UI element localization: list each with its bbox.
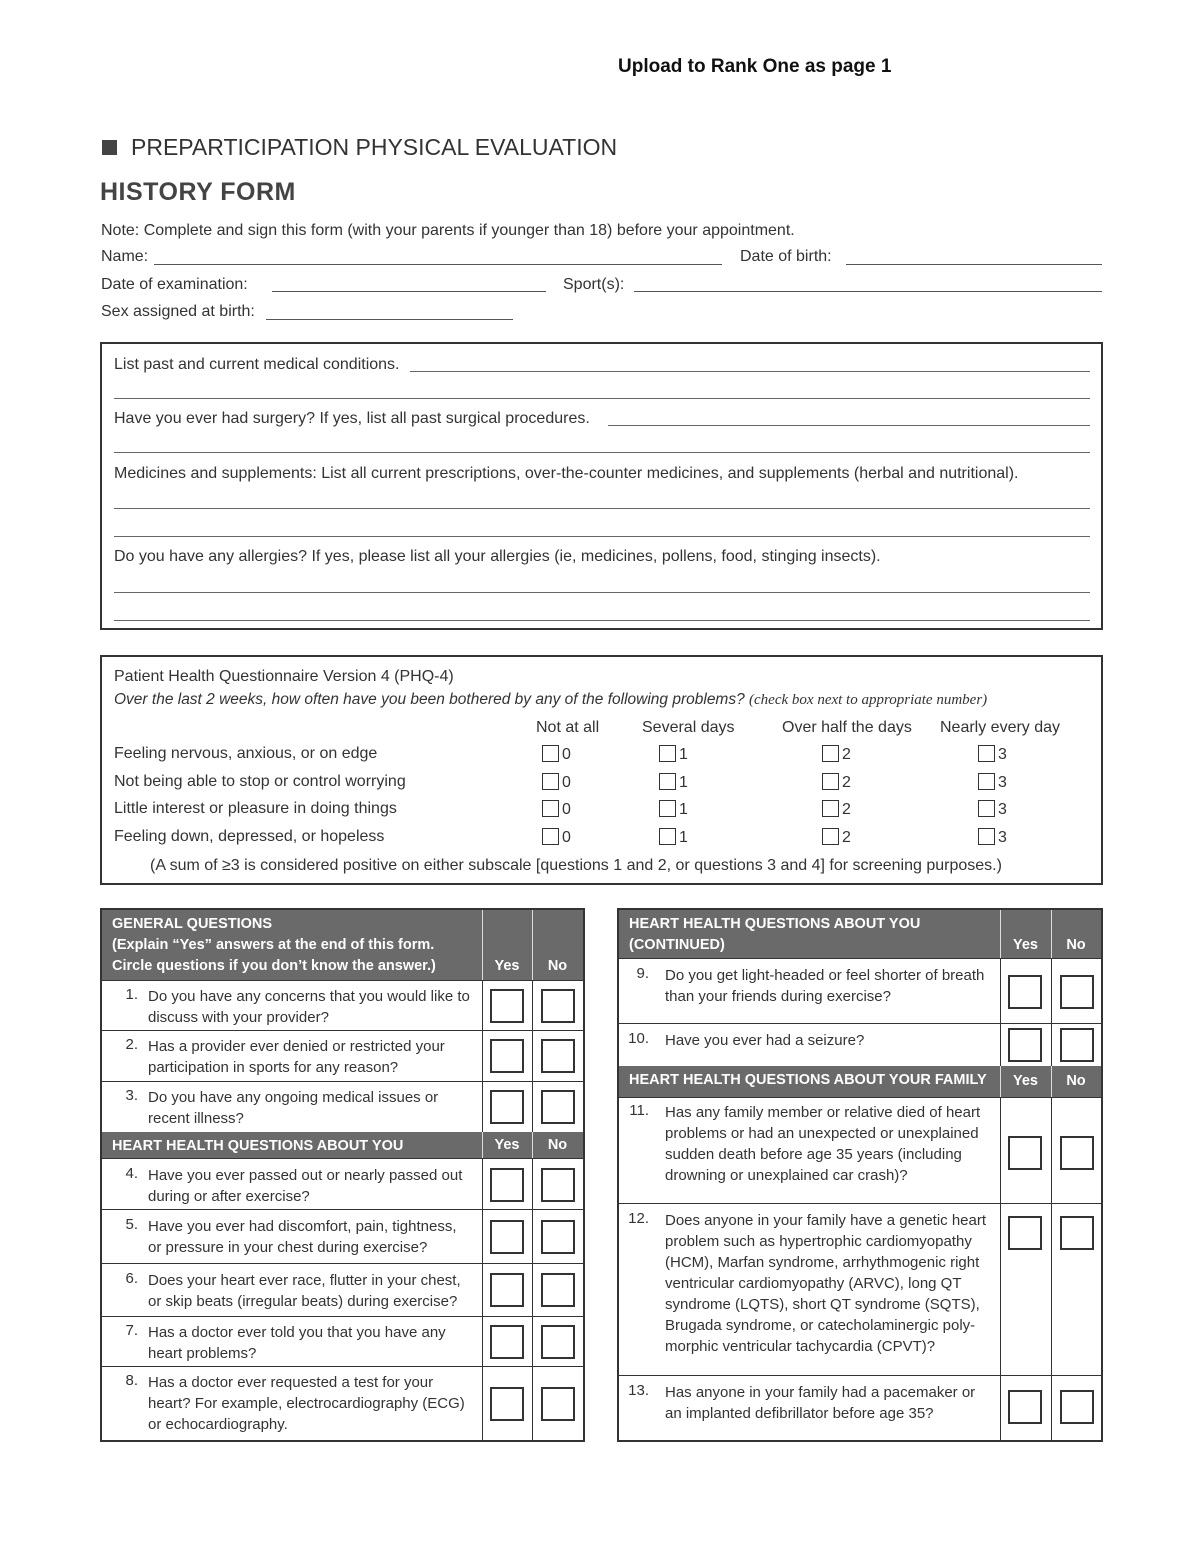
surgery-label: Have you ever had surgery? If yes, list all past surgical procedures. (114, 410, 590, 427)
exam-date-label: Date of examination: (101, 276, 248, 293)
phq4-option-value: 3 (998, 801, 1007, 818)
phq4-item-label: Feeling nervous, anxious, or on edge (114, 745, 378, 762)
phq4-option-1[interactable] (659, 828, 688, 847)
heart-you-header-line: HEART HEALTH QUESTIONS ABOUT YOU (112, 1138, 404, 1154)
phq4-option-value: 1 (679, 773, 688, 791)
question-number: 12. (628, 1210, 649, 1227)
medicines-line-2[interactable] (114, 536, 1090, 537)
question-text-line: an implanted defibrillator before age 35? (665, 1405, 934, 1422)
question-row (102, 1316, 583, 1366)
no-answer-box[interactable] (541, 1039, 575, 1073)
allergies-line-2[interactable] (114, 620, 1090, 621)
yes-column-header: Yes (482, 910, 532, 980)
question-text-line: sudden death before age 35 years (including (665, 1146, 962, 1163)
allergies-label: Do you have any allergies? If yes, please list all your allergies (ie, medicines, pollens, food, stinging insects). (114, 548, 881, 565)
header-divider (482, 910, 483, 980)
conditions-line-2[interactable] (114, 398, 1090, 399)
yes-column-divider (1000, 1024, 1001, 1067)
question-text-line: discuss with your provider? (148, 1009, 329, 1026)
yes-column-divider (482, 1210, 483, 1264)
question-text-line: Have you ever had discomfort, pain, tightness, (148, 1218, 457, 1235)
phq4-option-value: 0 (562, 801, 571, 818)
yes-column-divider (482, 1317, 483, 1367)
question-number: 8. (125, 1372, 138, 1389)
phq4-option-2[interactable] (822, 828, 851, 847)
question-text-line: Has a doctor ever requested a test for your (148, 1374, 434, 1391)
question-text (148, 1270, 461, 1312)
no-answer-box[interactable] (1060, 1136, 1094, 1170)
yes-answer-box[interactable] (490, 1090, 524, 1124)
yes-column-divider (482, 1367, 483, 1441)
question-text-line: Has any family member or relative died of heart (665, 1104, 981, 1121)
heart-continued-header (619, 910, 1000, 958)
question-text-line: Has a provider ever denied or restricted your (148, 1038, 445, 1055)
yes-answer-box[interactable] (490, 1387, 524, 1421)
phq4-option-value: 3 (998, 746, 1007, 763)
phq4-option-1[interactable] (659, 745, 688, 764)
yes-column-divider (482, 1264, 483, 1317)
phq4-option-0[interactable] (542, 828, 571, 847)
no-answer-box[interactable] (541, 989, 575, 1023)
question-text-line: Does anyone in your family have a genetic heart (665, 1212, 987, 1229)
yes-answer-box[interactable] (490, 1325, 524, 1359)
header-divider (1000, 1066, 1001, 1097)
no-column-divider (532, 1159, 533, 1210)
no-column-divider (1051, 1098, 1052, 1204)
phq4-option-1[interactable] (659, 773, 688, 792)
yes-column-divider (1000, 1098, 1001, 1204)
dob-label: Date of birth: (740, 248, 832, 265)
phq4-option-2[interactable] (822, 745, 851, 764)
general-questions-header (102, 910, 482, 980)
question-row (619, 1023, 1101, 1066)
checkbox-icon[interactable] (542, 828, 559, 845)
conditions-label: List past and current medical conditions. (114, 356, 400, 373)
heart-you-header (102, 1132, 482, 1158)
no-answer-box[interactable] (1060, 975, 1094, 1009)
question-row (102, 980, 583, 1030)
phq4-option-0[interactable] (542, 800, 571, 819)
question-text (665, 1210, 986, 1357)
form-title: HISTORY FORM (100, 178, 296, 206)
question-text-line: Have you ever had a seizure? (665, 1032, 865, 1049)
no-column-divider (532, 1264, 533, 1317)
phq4-option-value: 3 (998, 773, 1007, 791)
yes-answer-box[interactable] (1008, 1028, 1042, 1062)
no-column-header: No (532, 1132, 583, 1158)
question-number: 4. (125, 1165, 138, 1182)
surgery-line-2[interactable] (114, 452, 1090, 453)
general-questions-header-line: (Explain “Yes” answers at the end of this form. (112, 937, 435, 953)
yes-column-divider (482, 1031, 483, 1082)
question-text-line: Do you get light-headed or feel shorter of breath (665, 967, 985, 984)
checkbox-icon[interactable] (659, 800, 676, 817)
phq4-option-3[interactable] (978, 800, 1007, 819)
checkbox-icon[interactable] (822, 800, 839, 817)
general-questions-table (100, 908, 585, 1442)
question-number: 5. (125, 1216, 138, 1233)
phq4-item-label: Little interest or pleasure in doing things (114, 800, 397, 817)
question-text-line: Do you have any ongoing medical issues or (148, 1089, 439, 1106)
question-text (148, 1165, 462, 1207)
question-text-line: or skip beats (irregular beats) during exercise? (148, 1293, 458, 1310)
medicines-line-1[interactable] (114, 508, 1090, 509)
phq4-option-0[interactable] (542, 773, 571, 792)
general-questions-header-line: Circle questions if you don’t know the answer.) (112, 958, 436, 974)
no-answer-box[interactable] (541, 1220, 575, 1254)
question-row (619, 1097, 1101, 1203)
checkbox-icon[interactable] (978, 828, 995, 845)
no-answer-box[interactable] (1060, 1390, 1094, 1424)
question-number: 2. (125, 1036, 138, 1053)
phq4-option-value: 1 (679, 746, 688, 763)
question-row (619, 1203, 1101, 1375)
yes-column-divider (1000, 1376, 1001, 1441)
exam-date-field[interactable] (272, 291, 546, 292)
no-column-header: No (1051, 910, 1101, 958)
question-text (665, 1102, 980, 1186)
no-answer-box[interactable] (541, 1090, 575, 1124)
question-row (619, 958, 1101, 1023)
question-row (619, 1375, 1101, 1440)
question-row (102, 1030, 583, 1081)
phq4-option-2[interactable] (822, 773, 851, 792)
question-text-line: than your friends during exercise? (665, 988, 891, 1005)
phq4-option-3[interactable] (978, 745, 1007, 764)
phq4-instruction-text: Over the last 2 weeks, how often have you been bothered by any of the following problems? (114, 691, 745, 708)
question-row (102, 1263, 583, 1316)
phq4-option-1[interactable] (659, 800, 688, 819)
question-text-line: recent illness? (148, 1110, 244, 1127)
question-text (148, 986, 470, 1028)
question-row (102, 1081, 583, 1132)
heart-family-header (619, 1066, 1000, 1097)
phq4-option-value: 2 (842, 828, 851, 846)
phq4-item-label: Not being able to stop or control worrying (114, 772, 406, 790)
header-divider (1051, 910, 1052, 958)
phq4-option-value: 3 (998, 828, 1007, 846)
heart-continued-header-line: (CONTINUED) (629, 937, 725, 953)
header-divider (1000, 910, 1001, 958)
no-column-divider (532, 1031, 533, 1082)
question-text-line: syndrome (LQTS), short QT syndrome (SQTS), (665, 1296, 980, 1313)
phq4-instruction-note: (check box next to appropriate number) (749, 692, 988, 708)
phq4-col-3: Nearly every day (940, 719, 1061, 736)
yes-column-divider (1000, 1204, 1001, 1376)
yes-answer-box[interactable] (1008, 1216, 1042, 1250)
question-text-line: morphic ventricular tachycardia (CPVT)? (665, 1338, 936, 1355)
question-number: 3. (125, 1087, 138, 1104)
checkbox-icon[interactable] (542, 773, 559, 790)
question-text-line: ventricular cardiomyopathy (ARVC), long QT (665, 1275, 962, 1292)
question-text (148, 1087, 438, 1129)
phq4-option-value: 0 (562, 746, 571, 763)
question-row (102, 1209, 583, 1263)
checkbox-icon[interactable] (659, 745, 676, 762)
phq4-option-value: 2 (842, 773, 851, 791)
checkbox-icon[interactable] (978, 745, 995, 762)
phq4-title: Patient Health Questionnaire Version 4 (PHQ-4) (114, 668, 454, 685)
header-divider (1051, 1066, 1052, 1097)
no-column-divider (532, 1367, 533, 1441)
question-number: 1. (125, 986, 138, 1003)
checkbox-icon[interactable] (822, 773, 839, 790)
phq4-col-0: Not at all (536, 719, 600, 736)
yes-column-divider (482, 1159, 483, 1210)
yes-column-divider (1000, 959, 1001, 1024)
question-number: 7. (125, 1322, 138, 1339)
no-answer-box[interactable] (1060, 1216, 1094, 1250)
checkbox-icon[interactable] (978, 773, 995, 790)
question-text-line: or echocardiography. (148, 1416, 288, 1433)
phq4-instruction (114, 691, 987, 709)
sex-label: Sex assigned at birth: (101, 303, 255, 320)
no-column-divider (1051, 959, 1052, 1024)
name-field[interactable] (154, 264, 722, 265)
no-column-divider (532, 1082, 533, 1133)
phq4-col-1: Several days (642, 719, 735, 736)
question-text-line: Has a doctor ever told you that you have any (148, 1324, 446, 1341)
question-row (102, 1158, 583, 1209)
question-text (148, 1036, 445, 1078)
checkbox-icon[interactable] (659, 828, 676, 845)
yes-answer-box[interactable] (1008, 1390, 1042, 1424)
yes-answer-box[interactable] (490, 989, 524, 1023)
question-number: 6. (125, 1270, 138, 1287)
phq4-option-value: 1 (679, 828, 688, 846)
question-text-line: problems or had an unexpected or unexplained (665, 1125, 979, 1142)
phq4-option-value: 1 (679, 801, 688, 818)
phq4-option-3[interactable] (978, 828, 1007, 847)
question-text (665, 965, 984, 1007)
question-text-line: Have you ever passed out or nearly passed out (148, 1167, 463, 1184)
yes-answer-box[interactable] (1008, 1136, 1042, 1170)
question-text-line: problem such as hypertrophic cardiomyopathy (665, 1233, 972, 1250)
surgery-line-1[interactable] (608, 425, 1090, 426)
question-number: 10. (628, 1030, 649, 1047)
no-column-header: No (532, 910, 583, 980)
question-text-line: Does your heart ever race, flutter in your chest, (148, 1272, 461, 1289)
no-answer-box[interactable] (541, 1168, 575, 1202)
phq4-option-value: 0 (562, 773, 571, 791)
general-questions-header-line: GENERAL QUESTIONS (112, 916, 273, 932)
no-answer-box[interactable] (541, 1273, 575, 1307)
sports-label: Sport(s): (563, 276, 625, 293)
question-text (665, 1382, 975, 1424)
conditions-line-1[interactable] (410, 371, 1090, 372)
upload-note: Upload to Rank One as page 1 (618, 56, 892, 77)
no-column-divider (532, 1210, 533, 1264)
yes-column-divider (482, 1082, 483, 1133)
yes-answer-box[interactable] (1008, 975, 1042, 1009)
phq4-option-value: 0 (562, 828, 571, 846)
heart-continued-header-line: HEART HEALTH QUESTIONS ABOUT YOU (629, 916, 921, 932)
heart-family-header-line: HEART HEALTH QUESTIONS ABOUT YOUR FAMILY (629, 1072, 987, 1088)
question-text-line: participation in sports for any reason? (148, 1059, 399, 1076)
yes-answer-box[interactable] (490, 1273, 524, 1307)
checkbox-icon[interactable] (978, 800, 995, 817)
yes-answer-box[interactable] (490, 1039, 524, 1073)
checkbox-icon[interactable] (542, 800, 559, 817)
question-text (148, 1216, 457, 1258)
phq4-option-0[interactable] (542, 745, 571, 764)
checkbox-icon[interactable] (822, 828, 839, 845)
phq4-option-2[interactable] (822, 800, 851, 819)
no-column-divider (1051, 1376, 1052, 1441)
yes-answer-box[interactable] (490, 1220, 524, 1254)
question-number: 13. (628, 1382, 649, 1399)
yes-answer-box[interactable] (490, 1168, 524, 1202)
sex-field[interactable] (266, 319, 513, 320)
phq4-option-value: 2 (842, 746, 851, 763)
phq4-item-label: Feeling down, depressed, or hopeless (114, 827, 385, 845)
no-answer-box[interactable] (541, 1387, 575, 1421)
question-text-line: (HCM), Marfan syndrome, arrhythmogenic right (665, 1254, 980, 1271)
phq4-col-2: Over half the days (782, 719, 912, 736)
question-row (102, 1366, 583, 1440)
no-column-divider (532, 1317, 533, 1367)
allergies-line-1[interactable] (114, 592, 1090, 593)
yes-column-header: Yes (1000, 910, 1051, 958)
no-answer-box[interactable] (541, 1325, 575, 1359)
header-divider (532, 1132, 533, 1158)
question-number: 9. (636, 965, 649, 982)
question-text-line: or pressure in your chest during exercise? (148, 1239, 428, 1256)
yes-column-header: Yes (482, 1132, 532, 1158)
section-heading (102, 134, 617, 161)
checkbox-icon[interactable] (822, 745, 839, 762)
question-text-line: during or after exercise? (148, 1188, 310, 1205)
phq4-footnote: (A sum of ≥3 is considered positive on either subscale [questions 1 and 2, or questions 3 and 4] for screening purposes.) (150, 857, 1002, 874)
no-column-divider (1051, 1204, 1052, 1376)
form-note: Note: Complete and sign this form (with your parents if younger than 18) before your appointment. (101, 222, 795, 239)
no-column-header: No (1051, 1066, 1101, 1097)
checkbox-icon[interactable] (542, 745, 559, 762)
question-text-line: Do you have any concerns that you would like to (148, 988, 470, 1005)
heart-questions-table (617, 908, 1103, 1442)
no-column-divider (532, 981, 533, 1031)
yes-column-header: Yes (1000, 1066, 1051, 1097)
question-text-line: heart problems? (148, 1345, 257, 1362)
header-divider (532, 910, 533, 980)
dob-field[interactable] (846, 264, 1102, 265)
checkbox-icon[interactable] (659, 773, 676, 790)
question-text-line: Brugada syndrome, or catecholaminergic poly- (665, 1317, 976, 1334)
section-heading-text: PREPARTICIPATION PHYSICAL EVALUATION (131, 134, 618, 160)
phq4-option-value: 2 (842, 801, 851, 818)
question-text-line: drowning or unexplained car crash)? (665, 1167, 908, 1184)
header-divider (482, 1132, 483, 1158)
question-text (148, 1322, 446, 1364)
question-text-line: heart? For example, electrocardiography (ECG) (148, 1395, 465, 1412)
question-text (665, 1030, 864, 1051)
no-answer-box[interactable] (1060, 1028, 1094, 1062)
section-square-icon (102, 140, 117, 155)
medical-history-box (100, 342, 1103, 630)
no-column-divider (1051, 1024, 1052, 1067)
question-text-line: Has anyone in your family had a pacemaker or (665, 1384, 976, 1401)
phq4-option-3[interactable] (978, 773, 1007, 792)
medicines-label: Medicines and supplements: List all current prescriptions, over-the-counter medicines, and supplements (herbal and nutritional). (114, 465, 1019, 482)
phq4-box (100, 655, 1103, 885)
sports-field[interactable] (634, 291, 1102, 292)
yes-column-divider (482, 981, 483, 1031)
question-number: 11. (629, 1102, 649, 1119)
question-text (148, 1372, 465, 1435)
name-label: Name: (101, 248, 149, 265)
